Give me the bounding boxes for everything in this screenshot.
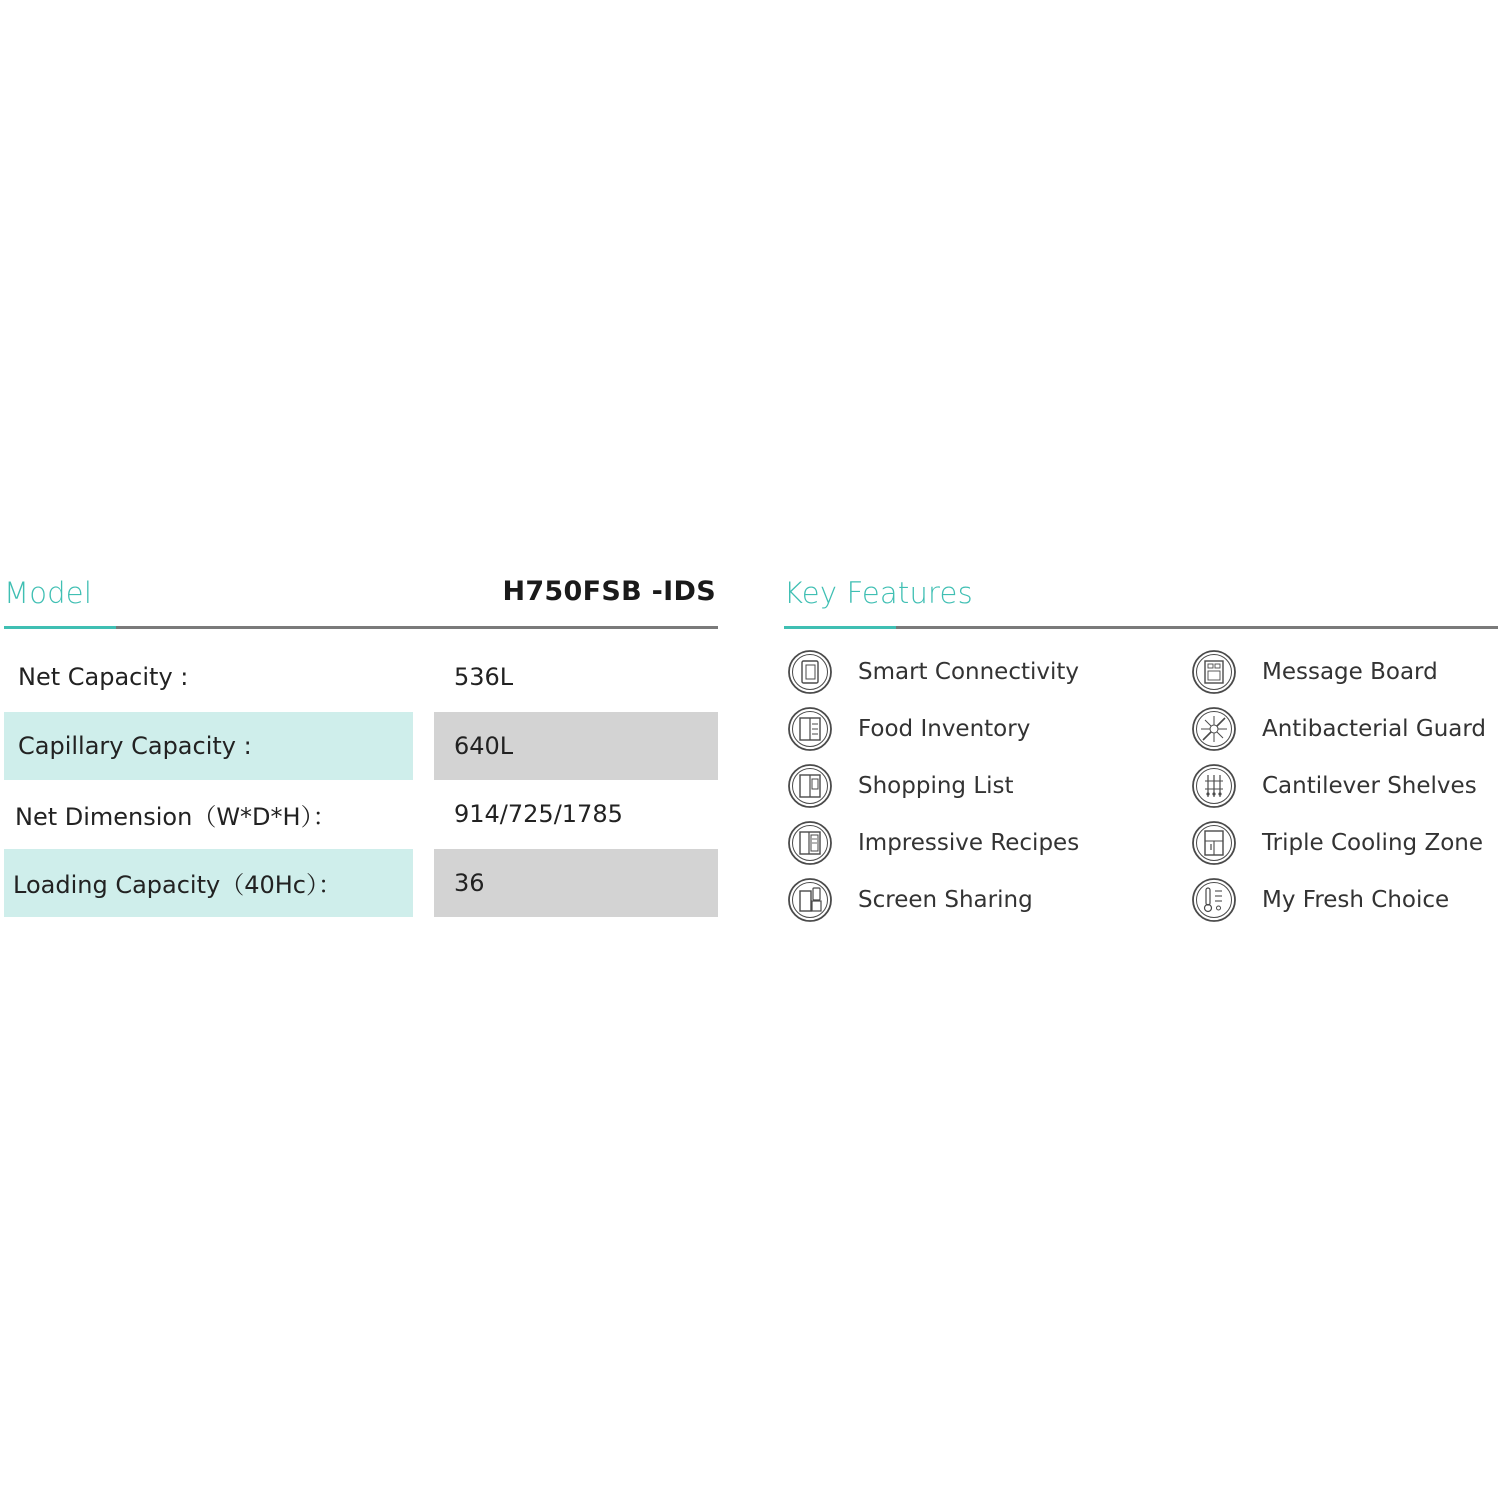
feature-item xyxy=(1191,757,1486,814)
spec-label: Net Capacity : xyxy=(18,663,189,691)
spec-table xyxy=(4,643,718,917)
features-divider-accent xyxy=(784,626,896,629)
model-label: Model xyxy=(4,576,93,610)
shopping-list-icon xyxy=(787,763,833,809)
impressive-recipes-icon xyxy=(787,820,833,866)
antibacterial-guard-icon xyxy=(1191,706,1237,752)
spec-value: 640L xyxy=(434,712,718,780)
spec-value: 36 xyxy=(434,849,718,917)
feature-item xyxy=(787,872,1079,929)
feature-item xyxy=(787,815,1079,872)
spec-panel xyxy=(4,570,718,899)
feature-item xyxy=(787,643,1079,700)
feature-label: Food Inventory xyxy=(858,715,1031,742)
feature-label: Message Board xyxy=(1262,658,1438,685)
my-fresh-choice-icon xyxy=(1191,877,1237,923)
model-value: H750FSB -IDS xyxy=(502,576,716,607)
spec-label: Capillary Capacity : xyxy=(4,712,413,780)
feature-item xyxy=(787,700,1079,757)
feature-item xyxy=(1191,700,1486,757)
feature-label: Antibacterial Guard xyxy=(1262,715,1487,742)
smart-connectivity-icon xyxy=(787,649,833,695)
food-inventory-icon xyxy=(787,706,833,752)
message-board-icon xyxy=(1191,649,1237,695)
spec-row-capillary-capacity xyxy=(4,712,718,781)
feature-label: Smart Connectivity xyxy=(858,658,1080,685)
feature-item xyxy=(787,757,1079,814)
spec-value: 536L xyxy=(454,663,514,691)
feature-label: Triple Cooling Zone xyxy=(1262,830,1483,857)
spec-row-net-dimension xyxy=(4,780,718,849)
feature-item xyxy=(1191,643,1486,700)
feature-item xyxy=(1191,872,1486,929)
features-column-1 xyxy=(787,643,1079,929)
spec-value: 914/725/1785 xyxy=(454,800,623,828)
features-title: Key Features xyxy=(784,576,973,610)
spec-row-loading-capacity xyxy=(4,849,718,918)
cantilever-shelves-icon xyxy=(1191,763,1237,809)
feature-label: Impressive Recipes xyxy=(858,830,1080,857)
feature-item xyxy=(1191,815,1486,872)
feature-label: Shopping List xyxy=(858,772,1014,799)
feature-label: Cantilever Shelves xyxy=(1262,772,1477,799)
triple-cooling-zone-icon xyxy=(1191,820,1237,866)
feature-label: Screen Sharing xyxy=(858,887,1033,914)
spec-label: Net Dimension（W*D*H）： xyxy=(15,802,337,831)
screen-sharing-icon xyxy=(787,877,833,923)
spec-row-net-capacity xyxy=(4,643,718,712)
feature-label: My Fresh Choice xyxy=(1262,887,1450,914)
spec-header xyxy=(4,570,718,628)
spec-divider-accent xyxy=(4,626,116,629)
features-column-2 xyxy=(1191,643,1486,929)
spec-label: Loading Capacity（40Hc）： xyxy=(4,849,413,917)
